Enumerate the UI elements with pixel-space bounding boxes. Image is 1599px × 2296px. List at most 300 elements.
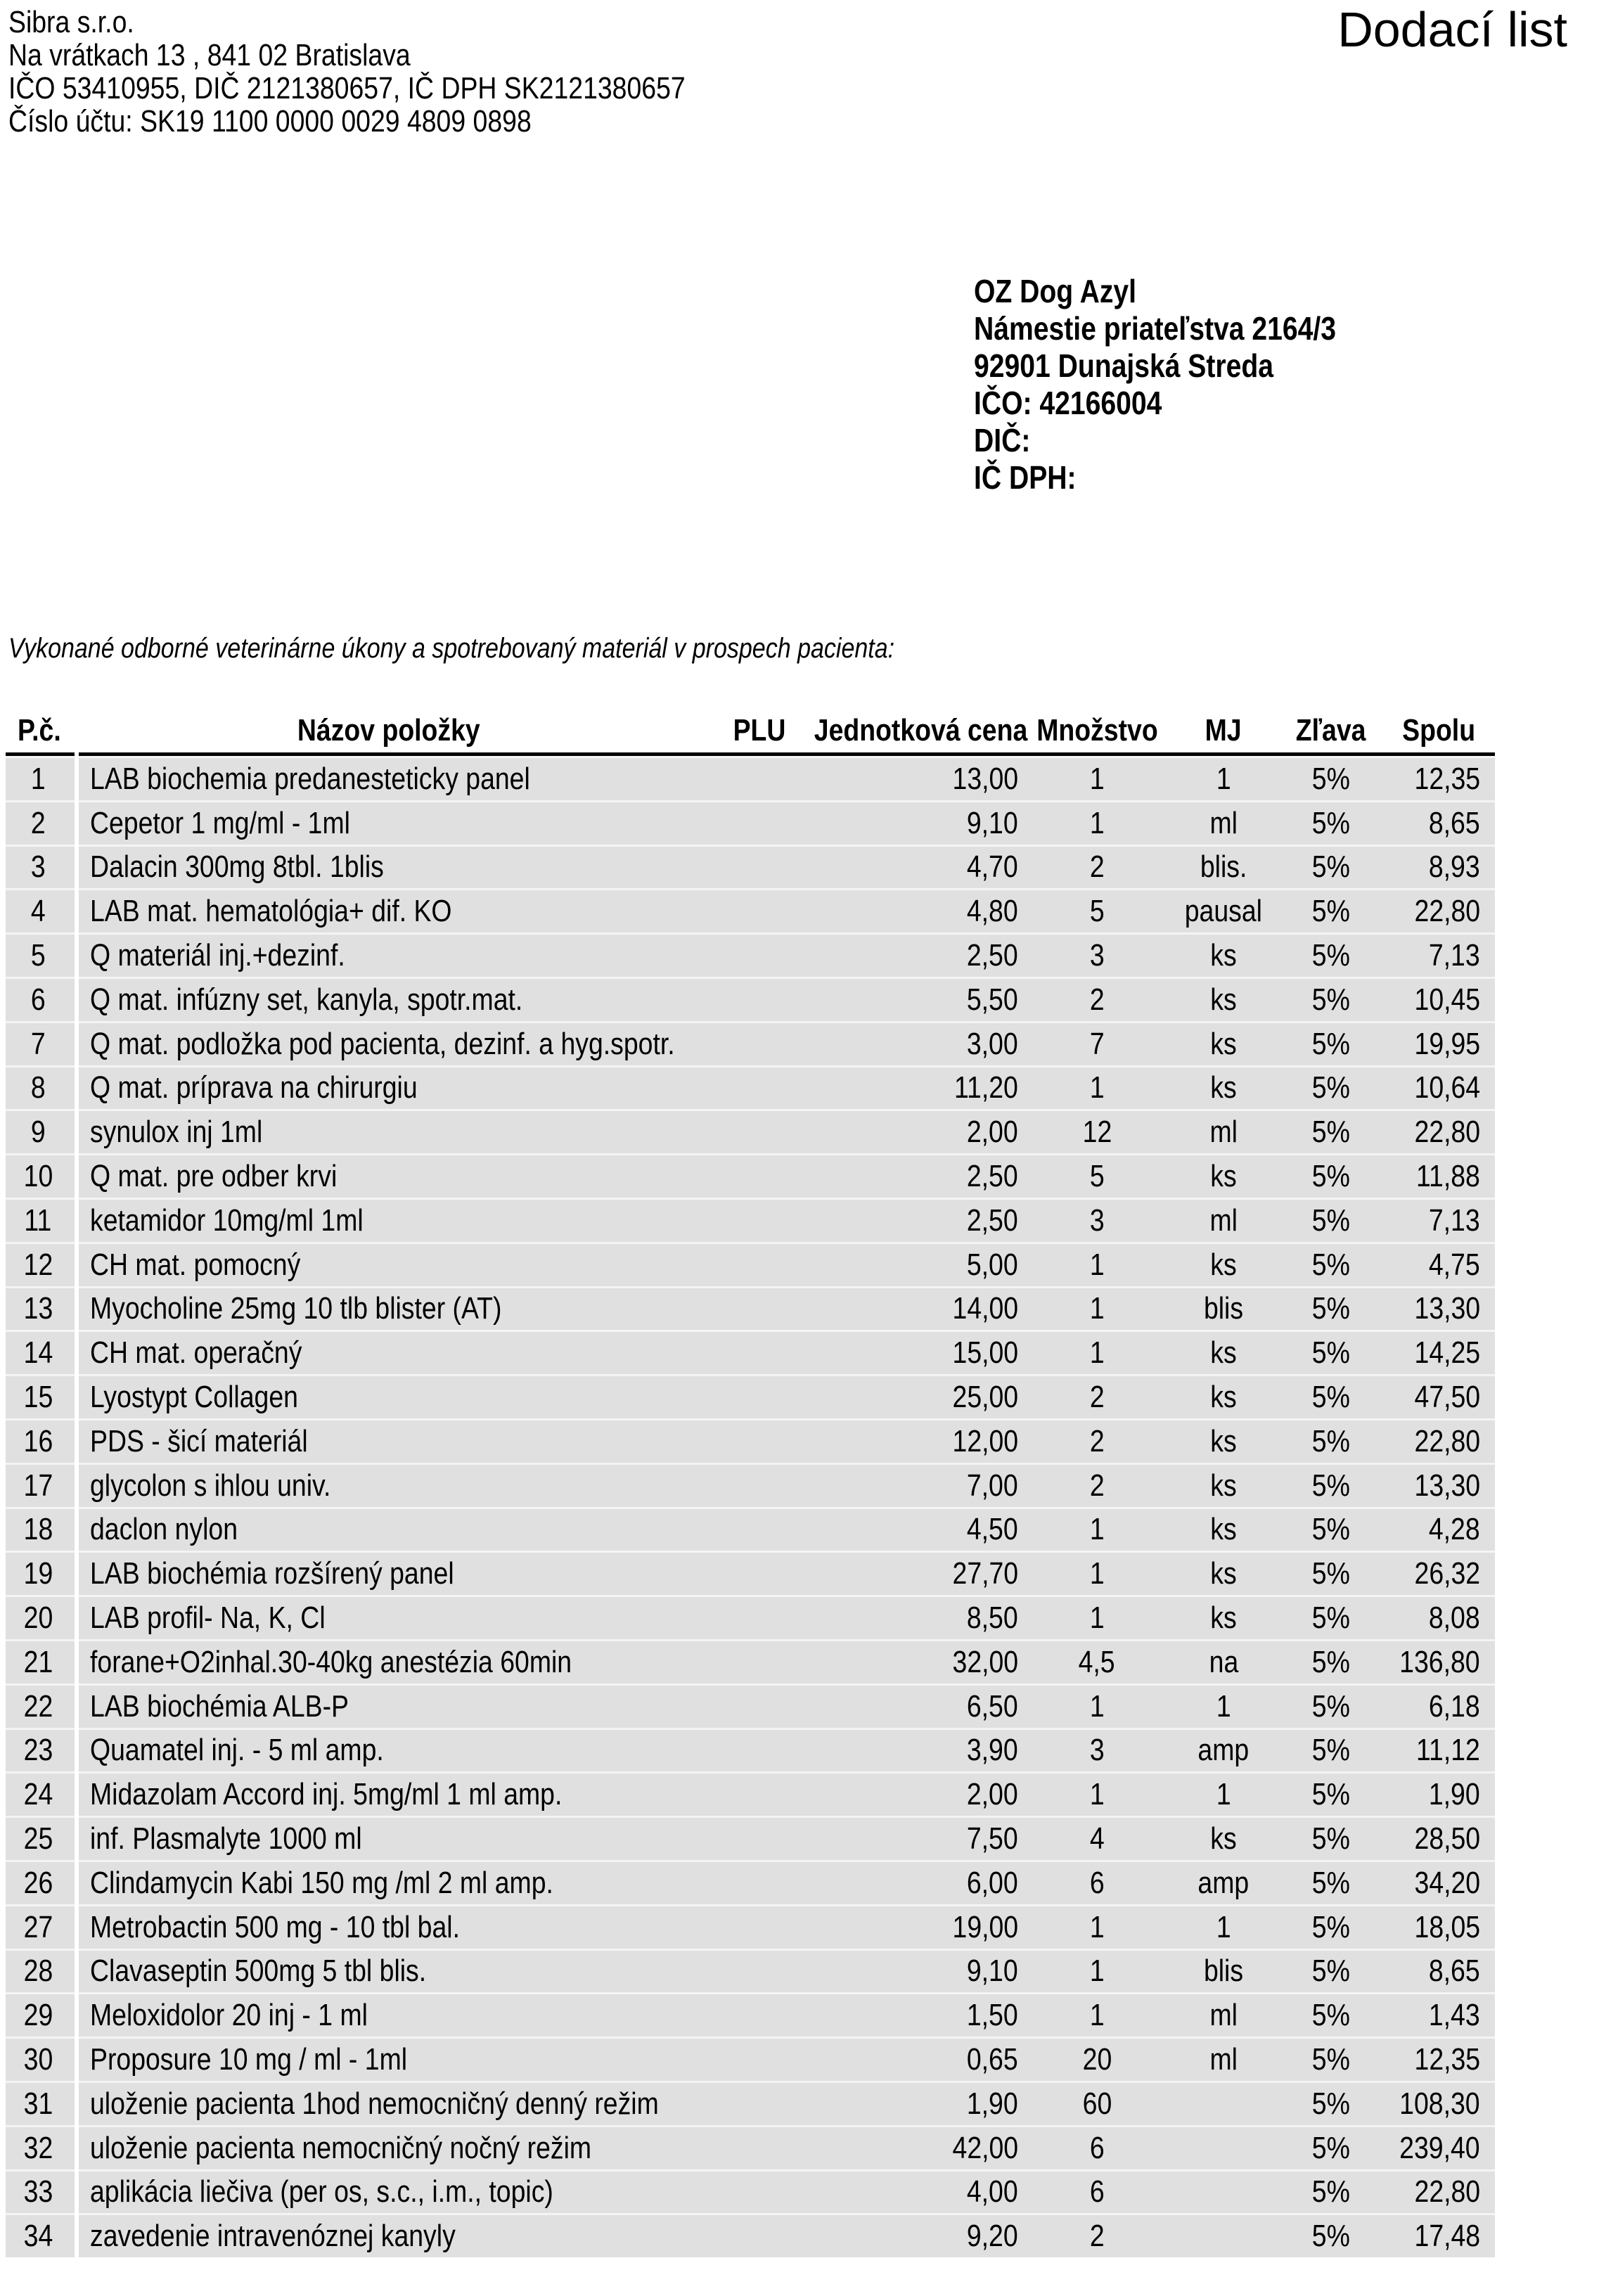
cell-text: 1,43	[1429, 1998, 1480, 2033]
cell-text: 21	[23, 1644, 53, 1679]
cell-mj	[1167, 1200, 1280, 1242]
cell-price	[816, 1862, 1027, 1904]
cell-price	[816, 1686, 1027, 1728]
cell-price	[816, 1200, 1027, 1242]
cell-text: 5	[30, 938, 46, 973]
cell-qty	[1027, 1509, 1167, 1551]
cell-name	[75, 758, 703, 800]
cell-plu	[703, 1376, 816, 1418]
cell-text: ml	[1209, 1115, 1238, 1150]
cell-text: 4,70	[967, 849, 1018, 885]
cell-name	[75, 890, 703, 932]
cell-text: 1	[1089, 1601, 1105, 1636]
cell-zlava	[1280, 1332, 1382, 1374]
cell-zlava	[1280, 1862, 1382, 1904]
cell-text: LAB biochémia ALB-P	[90, 1688, 349, 1724]
cell-spolu	[1382, 979, 1495, 1021]
table-row	[6, 1949, 1495, 1993]
cell-name	[75, 802, 703, 845]
cell-qty	[1027, 1067, 1167, 1110]
cell-spolu	[1382, 802, 1495, 845]
cell-mj	[1167, 979, 1280, 1021]
column-gap-strip	[75, 752, 79, 2257]
cell-text: 30	[23, 2042, 53, 2077]
cell-text: 5%	[1311, 1644, 1351, 1679]
cell-qty	[1027, 2039, 1167, 2081]
table-header	[6, 709, 1495, 752]
cell-text: 13,30	[1414, 1468, 1480, 1503]
cell-text: 4,28	[1429, 1512, 1480, 1547]
cell-pc	[6, 1332, 70, 1374]
cell-text: 8,65	[1429, 1954, 1480, 1989]
cell-qty	[1027, 1862, 1167, 1904]
table-row	[6, 1771, 1495, 1816]
cell-text: ks	[1210, 1070, 1237, 1105]
table-row	[6, 1286, 1495, 1330]
cell-name	[75, 847, 703, 889]
cell-zlava	[1280, 935, 1382, 977]
cell-text: 26	[23, 1865, 53, 1900]
cell-price	[816, 1553, 1027, 1595]
cell-zlava	[1280, 1686, 1382, 1728]
cell-text: 5%	[1311, 1291, 1351, 1326]
cell-plu	[703, 758, 816, 800]
cell-text: blis	[1203, 1954, 1244, 1989]
cell-spolu	[1382, 2127, 1495, 2169]
cell-plu	[703, 1509, 816, 1551]
cell-text: synulox inj 1ml	[90, 1115, 263, 1150]
cell-text: daclon nylon	[90, 1512, 238, 1547]
cell-text: Clavaseptin 500mg 5 tbl blis.	[90, 1954, 427, 1989]
cell-text: 20	[1082, 2042, 1112, 2077]
header-mj: MJ	[1205, 713, 1242, 748]
cell-name	[75, 1244, 703, 1286]
table-row	[6, 1463, 1495, 1507]
cell-text: 239,40	[1399, 2130, 1480, 2165]
cell-plu	[703, 1111, 816, 1153]
cell-text: 1	[1089, 1070, 1105, 1105]
cell-pc	[6, 1465, 70, 1507]
cell-name	[75, 1597, 703, 1639]
cell-spolu	[1382, 2083, 1495, 2125]
cell-text: Q mat. podložka pod pacienta, dezinf. a hyg.spotr.	[90, 1026, 675, 1061]
cell-zlava	[1280, 2083, 1382, 2125]
cell-text: 5%	[1311, 1247, 1351, 1282]
cell-text: ks	[1210, 1159, 1237, 1194]
cell-text: 7,50	[967, 1821, 1018, 1856]
cell-plu	[703, 1862, 816, 1904]
cell-text: 18	[23, 1512, 53, 1547]
cell-text: 1	[1216, 1688, 1231, 1724]
cell-spolu	[1382, 2172, 1495, 2214]
customer-street: Námestie priateľstva 2164/3	[974, 310, 1336, 347]
cell-qty	[1027, 2172, 1167, 2214]
cell-price	[816, 1597, 1027, 1639]
cell-text: 13,30	[1414, 1291, 1480, 1326]
cell-price	[816, 1951, 1027, 1993]
cell-text: 0,65	[967, 2042, 1018, 2077]
cell-mj	[1167, 758, 1280, 800]
cell-mj	[1167, 1774, 1280, 1816]
cell-qty	[1027, 1774, 1167, 1816]
cell-name	[75, 1686, 703, 1728]
cell-zlava	[1280, 1067, 1382, 1110]
cell-mj	[1167, 1023, 1280, 1065]
cell-price	[816, 1641, 1027, 1683]
cell-mj	[1167, 1597, 1280, 1639]
cell-pc	[6, 1951, 70, 1993]
table-row	[6, 2081, 1495, 2125]
document-title: Dodací list	[1337, 2, 1567, 57]
intro-line: Vykonané odborné veterinárne úkony a spotrebovaný materiál v prospech pacienta:	[8, 633, 895, 664]
cell-text: 3,90	[967, 1733, 1018, 1768]
customer-ic-dph: IČ DPH:	[974, 459, 1077, 496]
header-unit-price: Jednotková cena	[814, 713, 1028, 748]
cell-text: inf. Plasmalyte 1000 ml	[90, 1821, 362, 1856]
cell-plu	[703, 1067, 816, 1110]
cell-plu	[703, 1332, 816, 1374]
cell-text: ml	[1209, 2042, 1238, 2077]
cell-pc	[6, 1994, 70, 2037]
cell-text: ks	[1210, 1821, 1237, 1856]
cell-text: 12,35	[1414, 761, 1480, 796]
cell-name	[75, 1111, 703, 1153]
cell-text: 5%	[1311, 761, 1351, 796]
cell-mj	[1167, 1420, 1280, 1463]
cell-text: 5%	[1311, 1821, 1351, 1856]
table-row	[6, 1639, 1495, 1683]
cell-qty	[1027, 1686, 1167, 1728]
cell-zlava	[1280, 1641, 1382, 1683]
cell-zlava	[1280, 1553, 1382, 1595]
cell-name	[75, 1730, 703, 1772]
cell-pc	[6, 1906, 70, 1949]
cell-mj	[1167, 1509, 1280, 1551]
cell-qty	[1027, 2127, 1167, 2169]
cell-text: LAB biochemia predanesteticky panel	[90, 761, 530, 796]
cell-zlava	[1280, 1200, 1382, 1242]
cell-text: 10	[23, 1159, 53, 1194]
cell-spolu	[1382, 1067, 1495, 1110]
cell-text: 4,75	[1429, 1247, 1480, 1282]
cell-qty	[1027, 979, 1167, 1021]
cell-mj	[1167, 2083, 1280, 2125]
cell-text: glycolon s ihlou univ.	[90, 1468, 331, 1503]
cell-name	[75, 1200, 703, 1242]
cell-name	[75, 1994, 703, 2037]
cell-price	[816, 935, 1027, 977]
cell-name	[75, 1951, 703, 1993]
cell-text: 5%	[1311, 1335, 1351, 1371]
cell-qty	[1027, 1994, 1167, 2037]
cell-pc	[6, 1597, 70, 1639]
cell-mj	[1167, 1288, 1280, 1330]
cell-mj	[1167, 1376, 1280, 1418]
table-row	[6, 1021, 1495, 1065]
cell-text: 1	[1089, 1335, 1105, 1371]
cell-text: 6,50	[967, 1688, 1018, 1724]
cell-zlava	[1280, 1951, 1382, 1993]
cell-text: 8	[30, 1070, 46, 1105]
cell-text: 32,00	[952, 1644, 1018, 1679]
cell-qty	[1027, 1200, 1167, 1242]
customer-dic: DIČ:	[974, 422, 1031, 458]
cell-price	[816, 758, 1027, 800]
cell-zlava	[1280, 1376, 1382, 1418]
cell-plu	[703, 802, 816, 845]
cell-spolu	[1382, 758, 1495, 800]
cell-text: 31	[23, 2086, 53, 2121]
cell-plu	[703, 979, 816, 1021]
cell-text: 9,20	[967, 2219, 1018, 2254]
cell-plu	[703, 2039, 816, 2081]
cell-text: 2	[1089, 982, 1105, 1017]
cell-text: 28,50	[1414, 1821, 1480, 1856]
cell-text: ks	[1210, 1556, 1237, 1591]
cell-text: 2,50	[967, 938, 1018, 973]
cell-text: CH mat. pomocný	[90, 1247, 301, 1282]
cell-price	[816, 2083, 1027, 2125]
cell-name	[75, 1509, 703, 1551]
cell-plu	[703, 1686, 816, 1728]
cell-text: 5%	[1311, 1512, 1351, 1547]
table-row	[6, 1507, 1495, 1551]
cell-qty	[1027, 935, 1167, 977]
customer-name: OZ Dog Azyl	[974, 273, 1136, 309]
cell-price	[816, 2127, 1027, 2169]
cell-zlava	[1280, 1774, 1382, 1816]
cell-text: 5%	[1311, 2086, 1351, 2121]
cell-text: ks	[1210, 982, 1237, 1017]
cell-text: blis.	[1200, 849, 1247, 885]
cell-text: 5%	[1311, 1159, 1351, 1194]
cell-mj	[1167, 802, 1280, 845]
cell-text: 1	[1089, 1909, 1105, 1944]
cell-text: 5	[1089, 894, 1105, 929]
cell-plu	[703, 890, 816, 932]
cell-spolu	[1382, 1023, 1495, 1065]
cell-pc	[6, 758, 70, 800]
cell-zlava	[1280, 2215, 1382, 2257]
cell-qty	[1027, 2083, 1167, 2125]
cell-text: Meloxidolor 20 inj - 1 ml	[90, 1998, 368, 2033]
cell-text: 5%	[1311, 894, 1351, 929]
cell-text: 26,32	[1414, 1556, 1480, 1591]
cell-price	[816, 1023, 1027, 1065]
cell-text: 6	[1089, 2130, 1105, 2165]
cell-spolu	[1382, 1553, 1495, 1595]
table-row	[6, 2169, 1495, 2214]
table-row	[6, 2213, 1495, 2257]
customer-city: 92901 Dunajská Streda	[974, 347, 1273, 384]
cell-text: 3	[1089, 1202, 1105, 1238]
supplier-address: Na vrátkach 13 , 841 02 Bratislava	[8, 38, 411, 72]
cell-text: 6,18	[1429, 1688, 1480, 1724]
cell-text: 9,10	[967, 1954, 1018, 1989]
cell-text: ml	[1209, 1202, 1238, 1238]
cell-text: 1,90	[1429, 1777, 1480, 1812]
customer-ico: IČO: 42166004	[974, 385, 1162, 421]
table-row	[6, 756, 1495, 800]
cell-spolu	[1382, 1376, 1495, 1418]
table-row	[6, 1992, 1495, 2037]
cell-pc	[6, 1553, 70, 1595]
table-row	[6, 1551, 1495, 1595]
cell-text: ml	[1209, 805, 1238, 840]
cell-text: 5%	[1311, 1556, 1351, 1591]
cell-text: 1	[1089, 1291, 1105, 1326]
cell-text: 3	[1089, 938, 1105, 973]
supplier-bank-account: Číslo účtu: SK19 1100 0000 0029 4809 0898	[8, 104, 532, 139]
cell-text: 2,50	[967, 1159, 1018, 1194]
cell-pc	[6, 1376, 70, 1418]
cell-text: 5%	[1311, 1423, 1351, 1458]
cell-text: 5%	[1311, 1688, 1351, 1724]
cell-qty	[1027, 1420, 1167, 1463]
cell-spolu	[1382, 1155, 1495, 1198]
cell-text: 25,00	[952, 1380, 1018, 1415]
cell-qty	[1027, 2215, 1167, 2257]
cell-name	[75, 1332, 703, 1374]
cell-text: 1	[30, 761, 46, 796]
cell-text: 13,00	[952, 761, 1018, 796]
cell-text: 5	[1089, 1159, 1105, 1194]
cell-mj	[1167, 2127, 1280, 2169]
cell-mj	[1167, 847, 1280, 889]
table-row	[6, 1595, 1495, 1639]
table-row	[6, 1860, 1495, 1904]
cell-pc	[6, 979, 70, 1021]
cell-text: 8,93	[1429, 849, 1480, 885]
items-table	[6, 709, 1495, 2257]
cell-text: 5%	[1311, 1909, 1351, 1944]
cell-price	[816, 1332, 1027, 1374]
table-row	[6, 1418, 1495, 1463]
customer-block	[974, 273, 1400, 496]
cell-zlava	[1280, 2172, 1382, 2214]
cell-text: Clindamycin Kabi 150 mg /ml 2 ml amp.	[90, 1865, 553, 1900]
cell-qty	[1027, 890, 1167, 932]
cell-text: 1	[1089, 1512, 1105, 1547]
cell-text: 1	[1089, 1688, 1105, 1724]
cell-text: 14,00	[952, 1291, 1018, 1326]
table-row	[6, 800, 1495, 845]
cell-spolu	[1382, 1420, 1495, 1463]
cell-plu	[703, 1155, 816, 1198]
table-row	[6, 1330, 1495, 1374]
cell-text: ks	[1210, 1026, 1237, 1061]
cell-name	[75, 1288, 703, 1330]
cell-spolu	[1382, 1332, 1495, 1374]
cell-text: 15	[23, 1380, 53, 1415]
cell-pc	[6, 1200, 70, 1242]
cell-text: Metrobactin 500 mg - 10 tbl bal.	[90, 1909, 460, 1944]
table-row	[6, 1816, 1495, 1860]
cell-text: 12,00	[952, 1423, 1018, 1458]
cell-text: 13	[23, 1291, 53, 1326]
cell-text: 5%	[1311, 1115, 1351, 1150]
cell-price	[816, 1774, 1027, 1816]
header-discount: Zľava	[1296, 713, 1366, 748]
cell-mj	[1167, 1067, 1280, 1110]
cell-text: 6	[1089, 1865, 1105, 1900]
cell-price	[816, 2215, 1027, 2257]
cell-text: 1	[1089, 1556, 1105, 1591]
table-row	[6, 1153, 1495, 1198]
cell-mj	[1167, 1730, 1280, 1772]
cell-mj	[1167, 1465, 1280, 1507]
cell-text: 23	[23, 1733, 53, 1768]
cell-zlava	[1280, 890, 1382, 932]
cell-text: 10,64	[1414, 1070, 1480, 1105]
cell-pc	[6, 1686, 70, 1728]
cell-mj	[1167, 2039, 1280, 2081]
cell-text: Myocholine 25mg 10 tlb blister (AT)	[90, 1291, 502, 1326]
cell-text: 5%	[1311, 1070, 1351, 1105]
cell-plu	[703, 1730, 816, 1772]
cell-pc	[6, 1288, 70, 1330]
cell-mj	[1167, 1951, 1280, 1993]
cell-text: ks	[1210, 1247, 1237, 1282]
cell-name	[75, 1906, 703, 1949]
cell-mj	[1167, 890, 1280, 932]
cell-text: 3	[30, 849, 46, 885]
cell-spolu	[1382, 1111, 1495, 1153]
cell-text: 19	[23, 1556, 53, 1591]
cell-text: 34,20	[1414, 1865, 1480, 1900]
header-total: Spolu	[1402, 713, 1475, 748]
cell-text: 7	[1089, 1026, 1105, 1061]
cell-text: 29	[23, 1998, 53, 2033]
cell-text: 2,00	[967, 1115, 1018, 1150]
cell-plu	[703, 1906, 816, 1949]
cell-text: 7,13	[1429, 1202, 1480, 1238]
cell-price	[816, 1730, 1027, 1772]
table-row	[6, 1683, 1495, 1728]
table-row	[6, 932, 1495, 977]
cell-spolu	[1382, 1951, 1495, 1993]
cell-text: 136,80	[1399, 1644, 1480, 1679]
cell-text: Q mat. pre odber krvi	[90, 1159, 338, 1194]
cell-text: 1	[1089, 1998, 1105, 2033]
cell-spolu	[1382, 2039, 1495, 2081]
cell-text: 2	[1089, 1468, 1105, 1503]
cell-text: 18,05	[1414, 1909, 1480, 1944]
cell-name	[75, 2083, 703, 2125]
cell-qty	[1027, 1023, 1167, 1065]
cell-text: 7,00	[967, 1468, 1018, 1503]
cell-qty	[1027, 1465, 1167, 1507]
cell-text: 5,50	[967, 982, 1018, 1017]
cell-text: 12,35	[1414, 2042, 1480, 2077]
cell-zlava	[1280, 1509, 1382, 1551]
cell-zlava	[1280, 1288, 1382, 1330]
cell-text: ks	[1210, 938, 1237, 973]
cell-qty	[1027, 1818, 1167, 1860]
cell-qty	[1027, 1553, 1167, 1595]
cell-price	[816, 1376, 1027, 1418]
cell-price	[816, 2172, 1027, 2214]
cell-text: 1	[1089, 1247, 1105, 1282]
cell-pc	[6, 1774, 70, 1816]
table-row	[6, 977, 1495, 1021]
cell-text: 22,80	[1414, 894, 1480, 929]
cell-name	[75, 1376, 703, 1418]
cell-text: 5%	[1311, 1998, 1351, 2033]
cell-text: 5%	[1311, 1954, 1351, 1989]
cell-text: 10,45	[1414, 982, 1480, 1017]
cell-mj	[1167, 1244, 1280, 1286]
